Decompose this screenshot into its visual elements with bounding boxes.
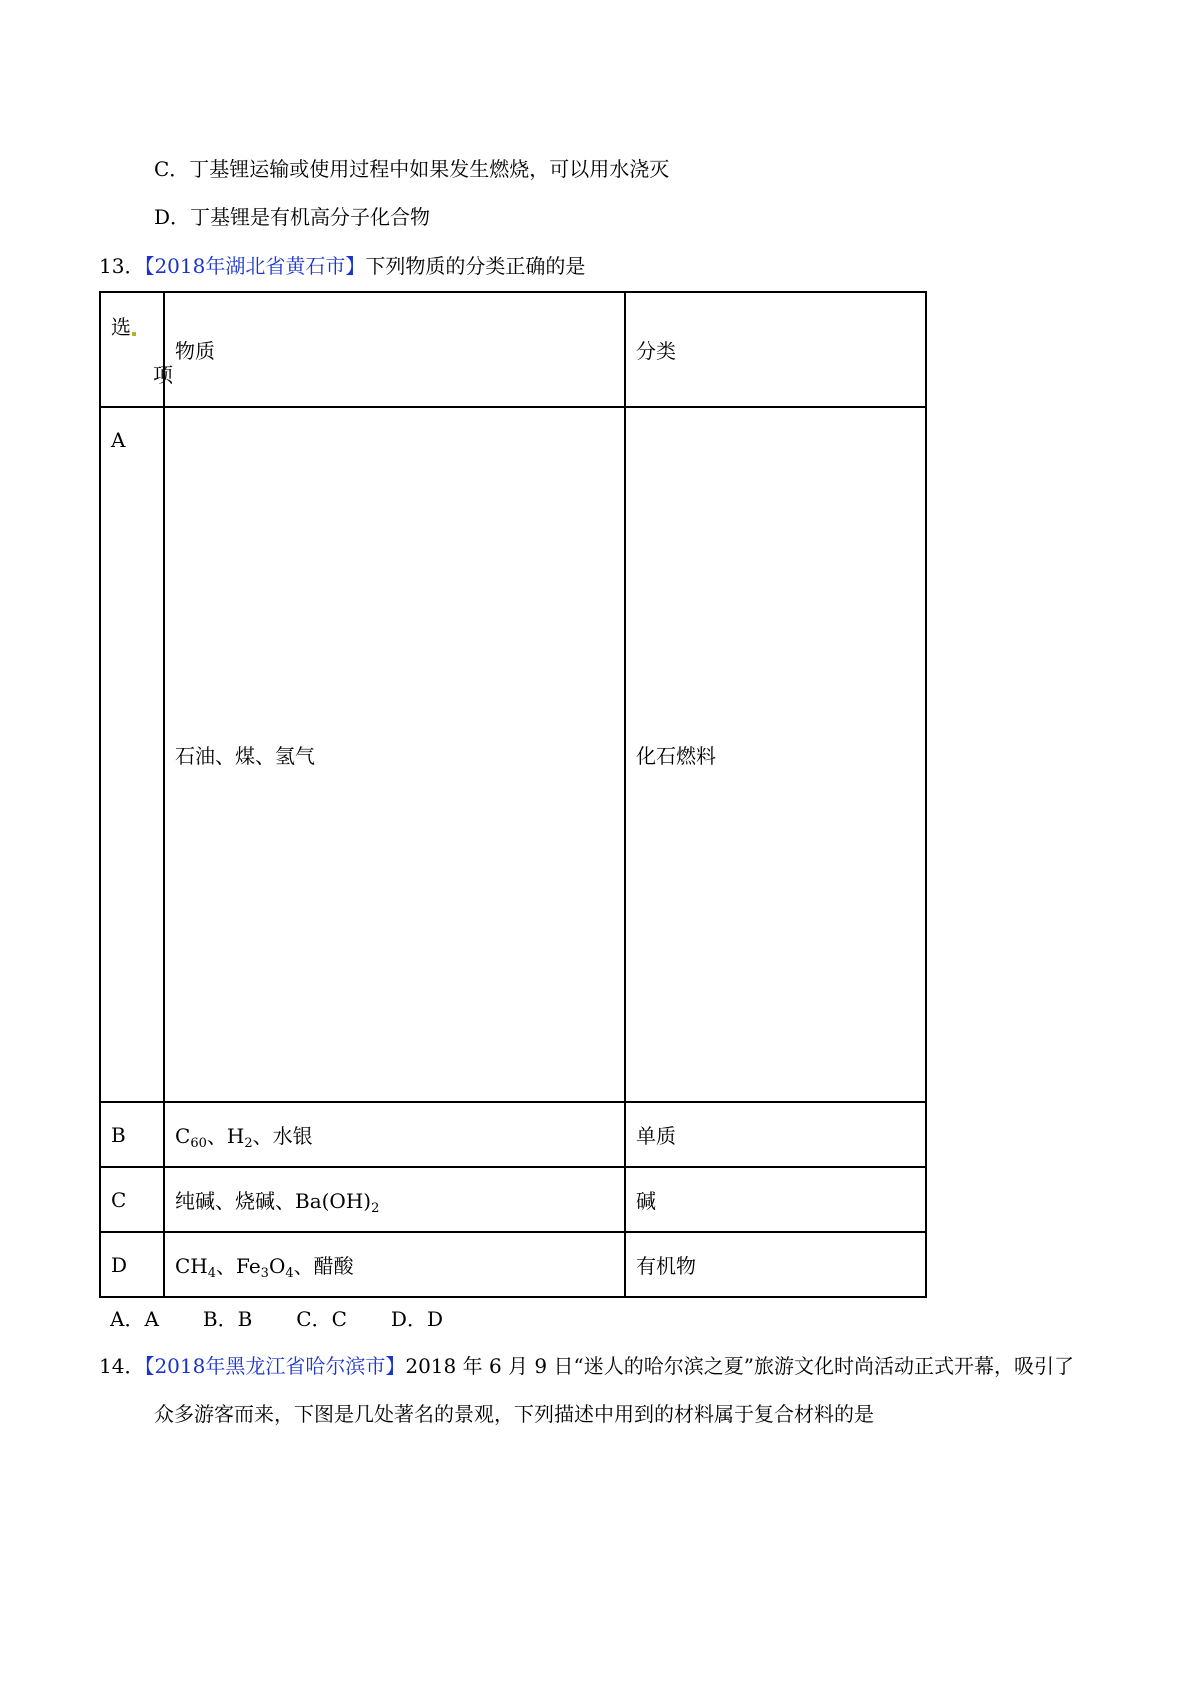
q14-stem-line-2: 众多游客而来，下图是几处著名的景观，下列描述中用到的材料属于复合材料的是: [154, 1402, 874, 1426]
q13-source: 【2018年湖北省黄石市】: [144, 254, 366, 278]
q13-number: 13．: [99, 254, 145, 278]
q13-question: 下列物质的分类正确的是: [365, 254, 586, 278]
q14-source: 【2018年黑龙江省哈尔滨市】: [144, 1354, 406, 1378]
header-substance: 物质: [164, 292, 625, 407]
header-category: 分类: [625, 292, 926, 407]
q12-option-d: D．丁基锂是有机高分子化合物: [154, 205, 431, 229]
answer-choice-a: A．A: [110, 1307, 159, 1331]
header-option-char-1: 选: [111, 311, 136, 340]
q14-number: 14．: [99, 1354, 145, 1378]
q14-question-part-1: 2018 年 6 月 9 日“迷人的哈尔滨之夏”旅游文化时尚活动正式开幕，吸引了: [405, 1354, 1074, 1378]
row-c-option: C: [100, 1167, 164, 1232]
row-b-option: B: [100, 1102, 164, 1167]
row-d-substance: $CH_4$、$Fe_3O_4$、醋酸: [164, 1232, 625, 1297]
answer-choice-b: B．B: [202, 1307, 253, 1331]
row-d-category: 有机物: [625, 1232, 926, 1297]
q13-classification-table: [99, 291, 927, 1298]
answer-choice-c: C．C: [296, 1307, 347, 1331]
row-b-category: 单质: [625, 1102, 926, 1167]
row-a-substance: 石油、煤、氢气: [164, 407, 625, 1102]
table-row: [100, 1102, 926, 1167]
row-b-substance: $C_{60}$、$H_2$、水银: [164, 1102, 625, 1167]
table-header-row: [100, 292, 926, 407]
q12-option-c: C．丁基锂运输或使用过程中如果发生燃烧，可以用水浇灭: [154, 157, 670, 181]
row-c-category: 碱: [625, 1167, 926, 1232]
table-row: [100, 407, 926, 1102]
answer-choice-d: D．D: [390, 1307, 443, 1331]
row-d-option: D: [100, 1232, 164, 1297]
header-option: [100, 292, 173, 407]
q14-stem-line-1: [99, 1352, 1074, 1380]
table-row: [100, 1167, 926, 1232]
q13-answer-choices: [110, 1305, 487, 1333]
row-c-substance: 纯碱、烧碱、$Ba(OH)_2$: [164, 1167, 625, 1232]
table-row: [100, 1232, 926, 1297]
marker-dot: [132, 332, 136, 336]
row-a-option: A: [100, 407, 164, 1102]
header-option-char-2: 项: [153, 363, 173, 387]
row-a-category: 化石燃料: [625, 407, 926, 1102]
q13-stem: [99, 252, 585, 280]
